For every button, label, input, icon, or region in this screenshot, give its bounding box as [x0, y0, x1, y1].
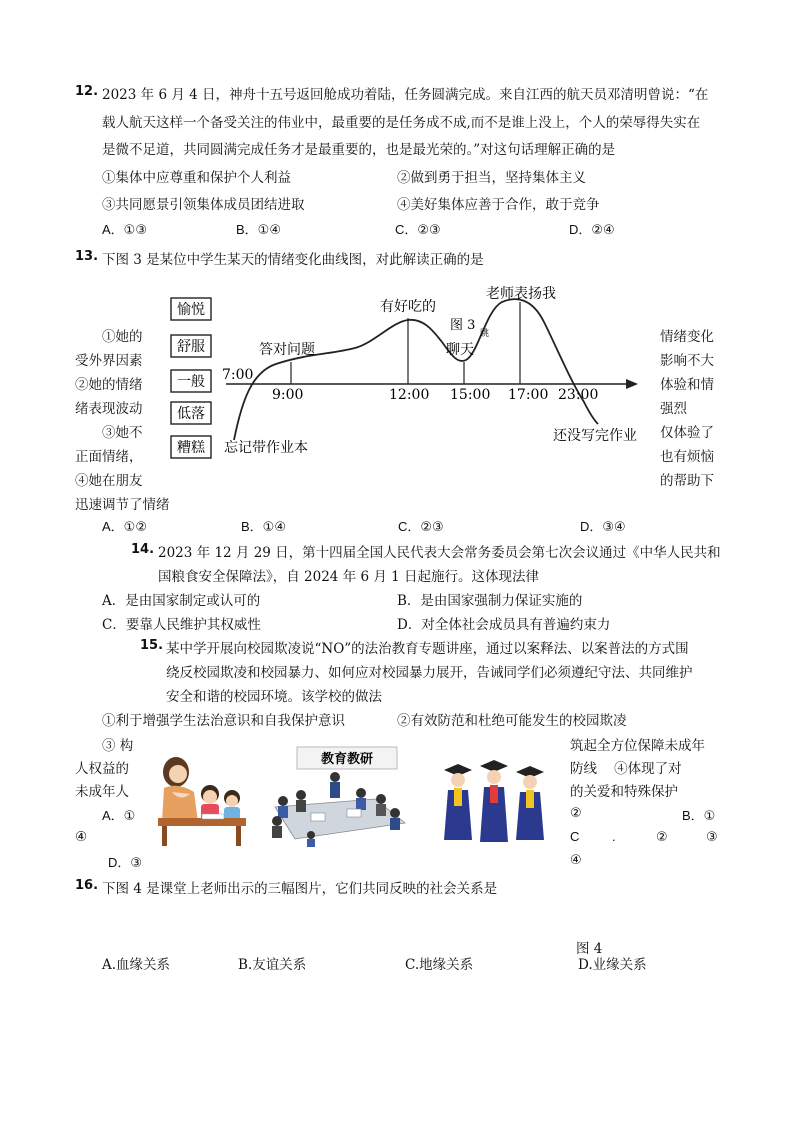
figure-caption: 图 3 [450, 318, 476, 333]
q15-stem-line3: 安全和谐的校园环境。该学校的做法 [166, 689, 382, 705]
q13-left-text-4: 绪表现波动 [75, 401, 143, 417]
q16-figure-caption: 图 4 [576, 941, 603, 957]
q12-option-c[interactable]: C．②③ [395, 222, 441, 237]
q16-number: 16. [75, 878, 99, 893]
q14-option-b[interactable]: B．是由国家强制力保证实施的 [397, 593, 583, 609]
emotion-curve-figure [160, 280, 655, 460]
q13-left-text-5: ③她不 [102, 425, 143, 441]
q14-option-d[interactable]: D．对全体社会成员具有普遍约束力 [397, 617, 611, 633]
q14-stem-line2: 国粮食安全保障法》，自 2024 年 6 月 1 日起施行。这体现法律 [158, 569, 540, 585]
stray-glyph: 跳 [480, 329, 490, 339]
graduates-image [432, 760, 560, 848]
q15-right-text-5a: C [570, 829, 580, 844]
q14-option-a[interactable]: A．是由国家制定或认可的 [102, 593, 261, 609]
time-label-15: 15:00 [450, 387, 491, 403]
emotion-level-5: 糟糕 [177, 440, 205, 456]
q12-option-b[interactable]: B．①④ [236, 222, 281, 237]
time-label-9: 9:00 [272, 387, 304, 403]
q12-statement-3: ③共同愿景引领集体成员团结进取 [102, 197, 305, 213]
q13-left-text-3: ②她的情绪 [75, 377, 143, 393]
q16-option-d[interactable]: D.业缘关系 [578, 957, 647, 973]
q12-statement-4: ④美好集体应善于合作，敢于竞争 [397, 197, 600, 213]
q13-left-text-6: 正面情绪， [75, 449, 143, 465]
event-answer-question: 答对问题 [259, 342, 315, 358]
q13-stem: 下图 3 是某位中学生某天的情绪变化曲线图，对此解读正确的是 [102, 252, 484, 268]
q13-right-text-4: 强烈 [660, 401, 687, 417]
q15-right-text-6: ④ [570, 852, 582, 867]
q13-right-text-2: 影响不大 [660, 353, 714, 369]
time-label-7: 7:00 [222, 367, 254, 383]
q14-option-c[interactable]: C．要靠人民维护其权威性 [102, 617, 261, 633]
q13-right-text-5: 仅体验了 [660, 425, 714, 441]
event-forgot-homework: 忘记带作业本 [224, 440, 308, 456]
q15-left-text-2: 人权益的 [75, 761, 129, 777]
event-chat: 聊天 [446, 342, 474, 358]
q13-number: 13. [75, 249, 99, 264]
time-label-17: 17:00 [508, 387, 549, 403]
q13-option-c[interactable]: C．②③ [398, 519, 444, 534]
q15-left-text-6: D．③ [108, 855, 143, 870]
q15-right-text-4b: B．① [682, 808, 716, 823]
q15-right-text-4a: ② [570, 805, 582, 820]
q13-right-text-7: 的帮助下 [660, 473, 714, 489]
event-unfinished-homework: 还没写完作业 [553, 428, 637, 444]
q13-option-b[interactable]: B．①④ [241, 519, 286, 534]
q12-stem-line2: 载人航天这样一个备受关注的伟业中，最重要的是任务成不成,而不是谁上没上，个人的荣辱得失实在 [102, 115, 701, 131]
time-label-12: 12:00 [389, 387, 430, 403]
q16-option-b[interactable]: B.友谊关系 [238, 957, 307, 973]
q13-right-text-6: 也有烦恼 [660, 449, 714, 465]
q16-option-c[interactable]: C.地缘关系 [405, 957, 474, 973]
time-label-23: 23:00 [558, 387, 599, 403]
teaching-research-meeting-image [255, 743, 415, 847]
q13-right-text-1: 情绪变化 [660, 329, 714, 345]
q15-statement-1: ①利于增强学生法治意识和自我保护意识 [102, 713, 345, 729]
q15-left-text-1: ③ 构 [102, 738, 134, 754]
emotion-level-4: 低落 [177, 406, 205, 422]
event-teacher-praise: 老师表扬我 [486, 286, 556, 302]
q13-left-text-1: ①她的 [102, 329, 143, 345]
q13-left-text-8: 迅速调节了情绪 [75, 497, 170, 513]
axis-arrow-icon [626, 379, 638, 389]
q12-statement-1: ①集体中应尊重和保护个人利益 [102, 170, 291, 186]
q15-stem-line2: 绕反校园欺凌和校园暴力、如何应对校园暴力展开，告诫同学们必须遵纪守法、共同维护 [166, 665, 693, 681]
emotion-level-2: 舒服 [177, 339, 205, 355]
q12-option-a[interactable]: A．①③ [102, 222, 147, 237]
q12-number: 12. [75, 84, 99, 99]
q15-left-text-5: ④ [75, 829, 88, 845]
q12-option-d[interactable]: D．②④ [569, 222, 615, 237]
q15-right-text-5d: ③ [706, 829, 718, 844]
emotion-level-1: 愉悦 [177, 302, 205, 318]
q14-stem-line1: 2023 年 12 月 29 日，第十四届全国人民代表大会常务委员会第七次会议通过《中华人民共和 [158, 545, 721, 561]
q15-right-text-2: 防线 ④体现了对 [570, 761, 682, 777]
q15-right-text-5b: . [612, 829, 616, 844]
q15-right-text-1: 筑起全方位保障未成年 [570, 738, 705, 754]
q15-right-text-5c: ② [656, 829, 668, 844]
emotion-curve [234, 299, 598, 440]
q16-stem: 下图 4 是课堂上老师出示的三幅图片，它们共同反映的社会关系是 [102, 881, 498, 897]
q15-stem-line1: 某中学开展向校园欺凌说“NO”的法治教育专题讲座，通过以案释法、以案普法的方式围 [166, 641, 689, 657]
q13-option-a[interactable]: A．①② [102, 519, 147, 534]
q16-option-a[interactable]: A.血缘关系 [102, 957, 171, 973]
q15-statement-2: ②有效防范和杜绝可能发生的校园欺凌 [397, 713, 627, 729]
event-delicious-food: 有好吃的 [380, 299, 436, 315]
q15-left-text-3: 未成年人 [75, 784, 129, 800]
q12-statement-2: ②做到勇于担当，坚持集体主义 [397, 170, 586, 186]
q13-right-text-3: 体验和情 [660, 377, 714, 393]
q12-stem-line1: 2023 年 6 月 4 日，神舟十五号返回舱成功着陆，任务圆满完成。来自江西的航天员邓清明曾说：“在 [102, 87, 709, 103]
q13-option-d[interactable]: D．③④ [580, 519, 626, 534]
meeting-banner-text: 教育教研 [320, 752, 374, 767]
q13-left-text-2: 受外界因素 [75, 353, 143, 369]
q15-number: 15. [140, 638, 164, 653]
q12-stem-line3: 是微不足道，共同圆满完成任务才是最重要的，也是最光荣的。”对这句话理解正确的是 [102, 142, 616, 158]
q15-left-text-4: A．① [102, 808, 136, 823]
teacher-helping-student-image [150, 752, 250, 848]
emotion-level-3: 一般 [177, 374, 205, 390]
q14-number: 14. [131, 542, 155, 557]
q13-left-text-7: ④她在朋友 [75, 473, 143, 489]
q15-right-text-3: 的关爱和特殊保护 [570, 784, 678, 800]
